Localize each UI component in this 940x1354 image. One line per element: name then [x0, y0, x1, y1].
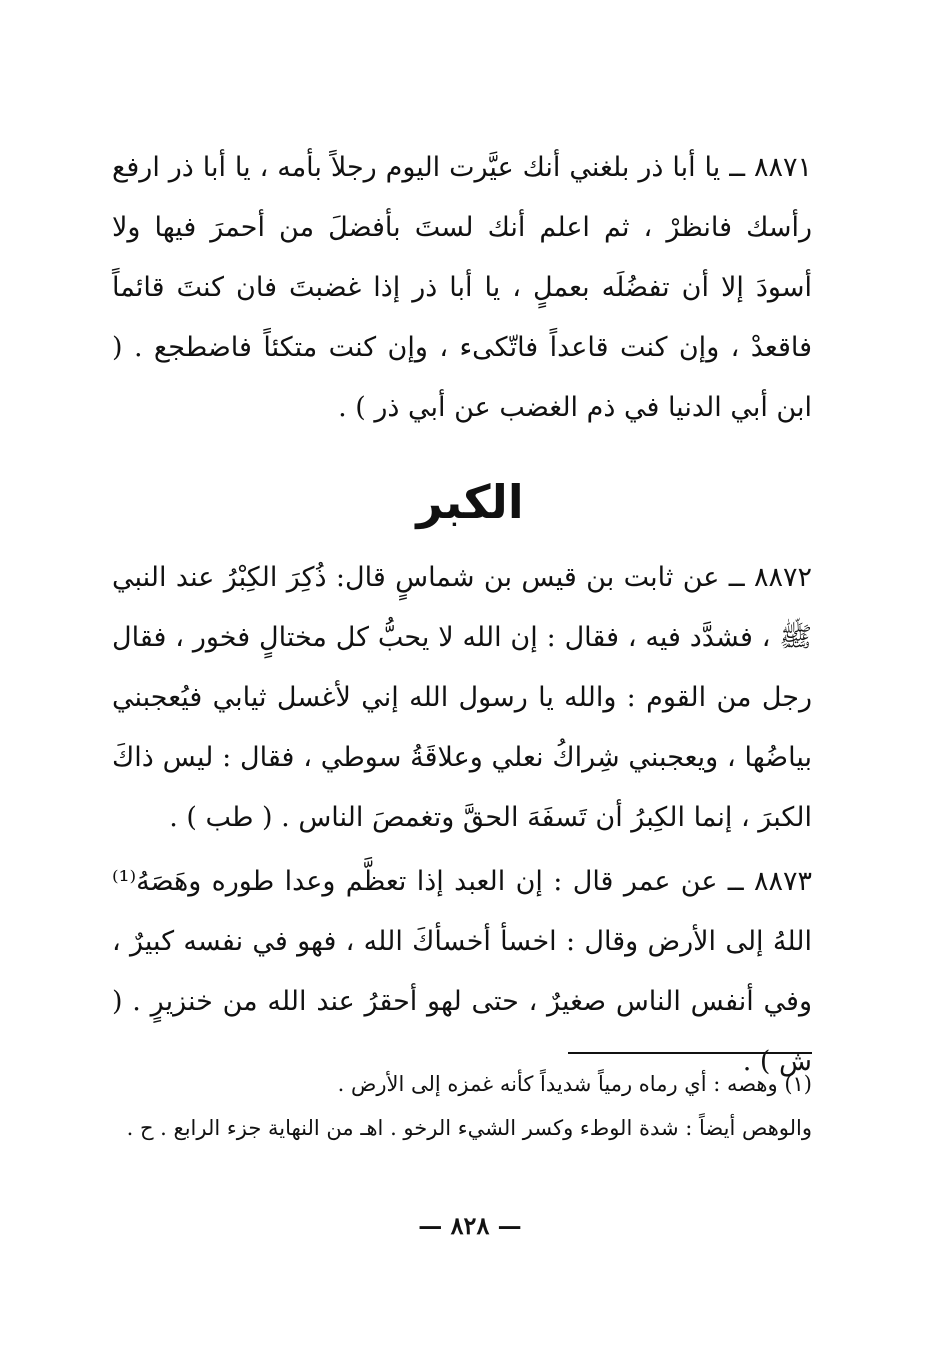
footnote-divider — [568, 1052, 812, 1054]
hadith-8871-text: ٨٨٧١ ــ يا أبا ذر بلغني أنك عيَّرت اليوم رجلاً بأمه ، يا أبا ذر ارفع رأسك فانظرْ ، ثم اعلم أنك لستَ بأفضلَ من أحمرَ فيها ولا أسودَ إلا أن تفضُلَه بعملٍ ، يا أبا ذر إذا غضبتَ فان كنتَ قائماً فاقعدْ ، وإن كنت قاعداً فاتّكىء ، وإن كنت متكئاً فاضطجع . ( ابن أبي الدنيا في ذم الغضب عن أبي ذر ) . — [112, 152, 812, 423]
page-number: — ٨٢٨ — — [418, 1211, 522, 1240]
hadith-8873-text: ٨٨٧٣ ــ عن عمر قال : إن العبد إذا تعظَّم وعدا طوره وهَصَهُ⁽¹⁾ اللهُ إلى الأرض وقال : اخسأ أخسأكَ الله ، فهو في نفسه كبيرٌ ، وفي أنفس الناس صغيرٌ ، حتى لهو أحقرُ عند الله من خنزيرٍ . ( ش ) . — [112, 866, 812, 1077]
hadith-8872-block — [112, 548, 812, 848]
footnote-1-continuation: والوهص أيضاً : شدة الوطء وكسر الشيء الرخو . اهـ من النهاية جزء الرابع . ح . — [126, 1116, 812, 1140]
hadith-8871-block — [112, 138, 812, 438]
footnote-1: (١) وهصه : أي رماه رمياً شديداً كأنه غمزه إلى الأرض . — [337, 1072, 812, 1096]
hadith-8872-text: ٨٨٧٢ ــ عن ثابت بن قيس بن شماسٍ قال: ذُكِرَ الكِبْرُ عند النبي ﷺ ، فشدَّد فيه ، فقال : إن الله لا يحبُّ كل مختالٍ فخور ، فقال رجل من القوم : والله يا رسول الله إني لأغسل ثيابي فيُعجبني بياضُها ، ويعجبني شِراكُ نعلي وعلاقَةُ سوطي ، فقال : ليس ذاكَ الكبرَ ، إنما الكِبرُ أن تَسفَهَ الحقَّ وتغمصَ الناس . ( طب ) . — [112, 562, 812, 833]
footnotes — [112, 1062, 812, 1150]
hadith-8873-block — [112, 852, 812, 1092]
section-title: الكبر — [416, 475, 524, 529]
